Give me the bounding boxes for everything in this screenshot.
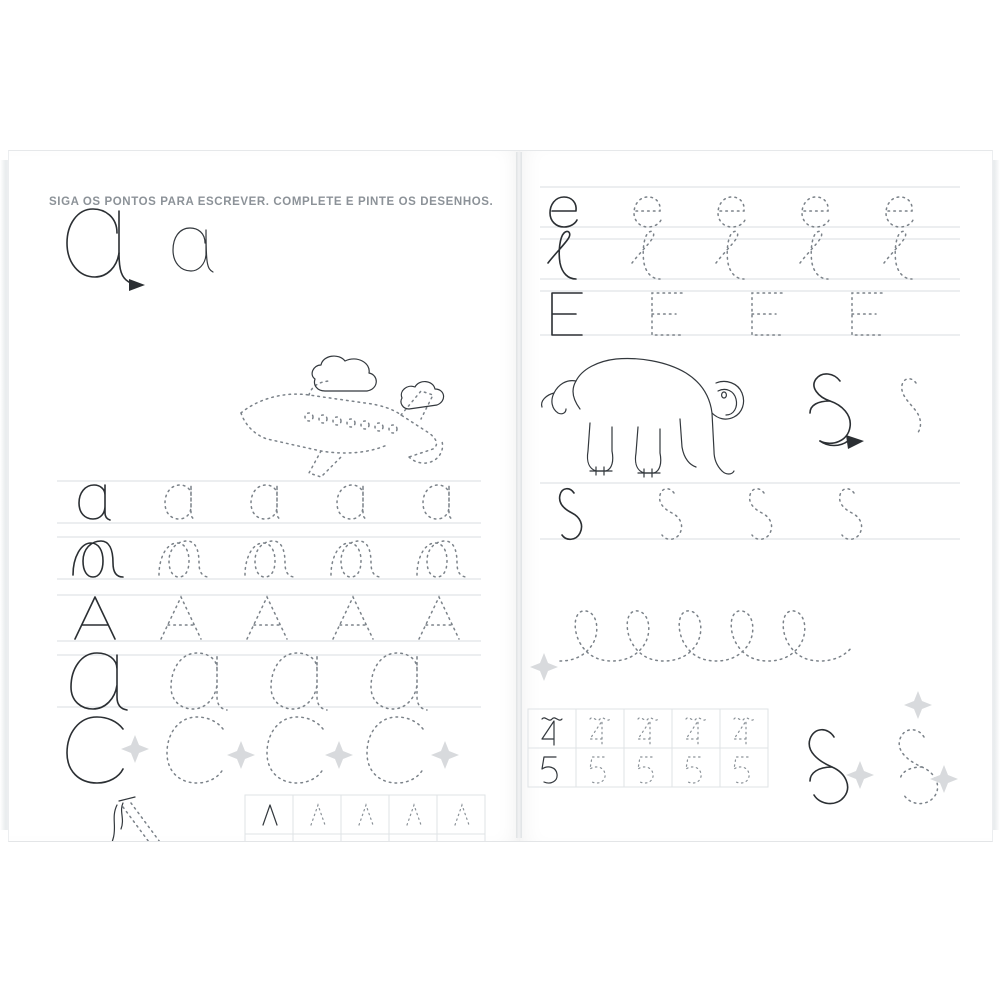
row-c-cursive <box>67 717 459 783</box>
star-decoration <box>121 735 459 769</box>
row-a-lowercase-cursive <box>57 537 481 579</box>
row-model-a-cursive <box>67 209 213 291</box>
left-page-content <box>9 151 521 841</box>
instructions-text: SIGA OS PONTOS PARA ESCREVER. COMPLETE E PINTE OS DESENHOS. <box>49 196 494 208</box>
row-a-uppercase-cursive <box>57 653 481 710</box>
row-e-lowercase-cursive <box>540 231 960 279</box>
number-tracing-grid <box>245 795 485 841</box>
row-a-lowercase-print <box>57 481 481 523</box>
row-loop-exercise <box>530 611 932 719</box>
elephant-illustration <box>542 359 744 477</box>
fishing-rod-illustration <box>111 797 233 841</box>
row-a-uppercase-print <box>57 595 481 641</box>
book-spine <box>516 152 522 838</box>
number-tracing-grid <box>528 709 768 787</box>
e-cursive-pair <box>809 730 958 804</box>
open-book <box>0 150 1000 850</box>
row-e-uppercase-print <box>540 291 960 335</box>
model-e-cursive <box>810 374 921 449</box>
row-e-uppercase-cursive <box>540 483 960 539</box>
airplane-illustration <box>241 356 444 477</box>
left-page <box>8 150 521 842</box>
right-page-content <box>520 151 992 841</box>
right-page <box>520 150 993 842</box>
row-e-lowercase-print <box>540 187 960 227</box>
